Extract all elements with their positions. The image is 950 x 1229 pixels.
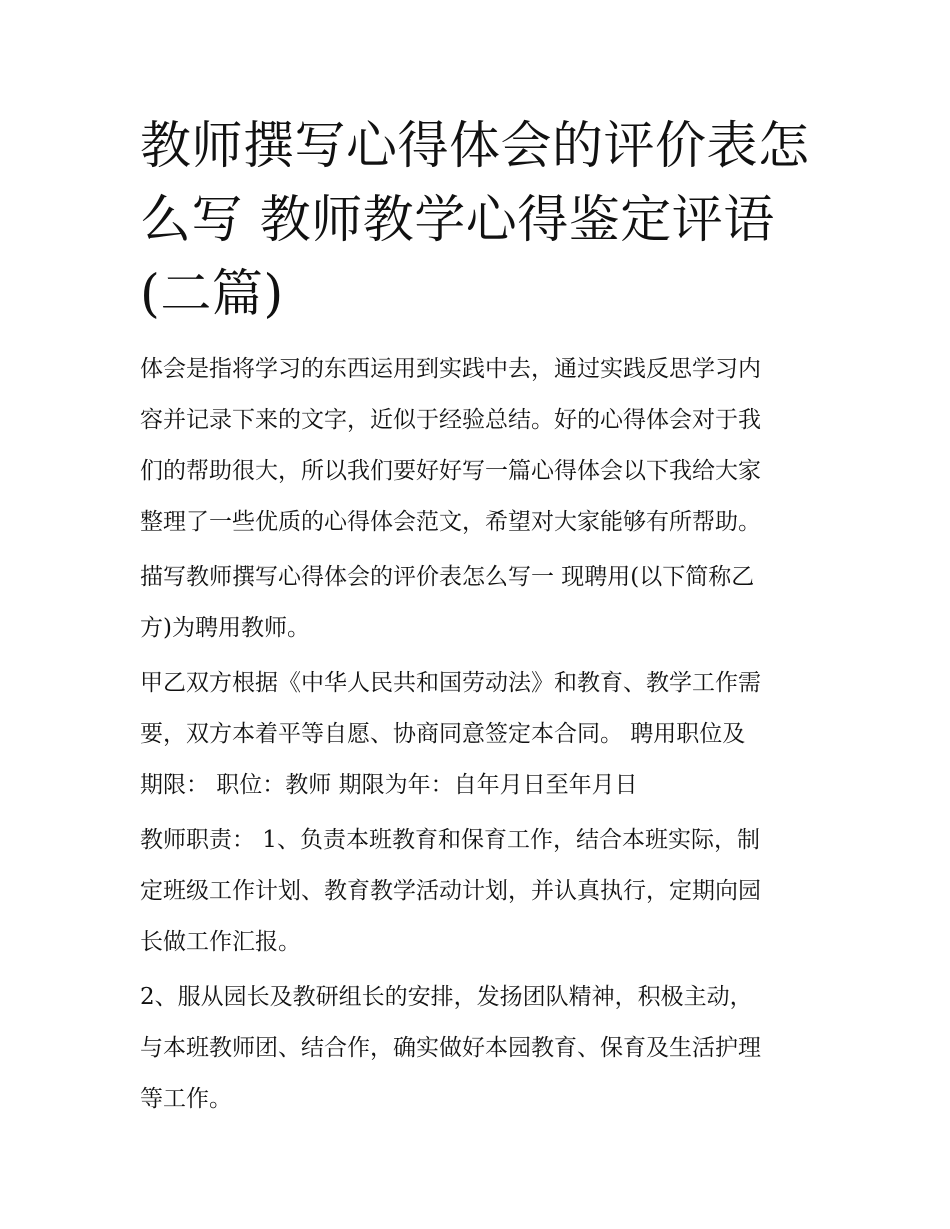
text-line: 要，双方本着平等自愿、协商同意签定本合同。 聘用职位及 (140, 721, 746, 747)
text-line: 甲乙双方根据《中华人民共和国劳动法》和教育、教学工作需 (140, 670, 761, 696)
document-title (140, 110, 812, 332)
text-line: 与本班教师团、结合作，确实做好本园教育、保育及生活护理 (140, 1035, 761, 1061)
text-line: 们的帮助很大，所以我们要好好写一篇心得体会以下我给大家 (140, 458, 761, 484)
text-line: 教师职责： 1、负责本班教育和保育工作，结合本班实际，制 (140, 827, 760, 853)
document-page (140, 110, 812, 1129)
text-line: 描写教师撰写心得体会的评价表怎么写一 现聘用(以下简称乙 (140, 564, 755, 590)
text-line: 整理了一些优质的心得体会范文，希望对大家能够有所帮助。 (140, 509, 761, 535)
title-line: 教师撰写心得体会的评价表怎 (140, 117, 810, 176)
paragraph-agreement (140, 658, 812, 811)
text-line: 长做工作汇报。 (140, 929, 301, 955)
text-line: 方)为聘用教师。 (140, 615, 310, 641)
text-line: 定班级工作计划、教育教学活动计划，并认真执行，定期向园 (140, 878, 761, 904)
paragraph-duties-2 (140, 972, 812, 1125)
text-line: 等工作。 (140, 1086, 232, 1112)
title-line: (二篇) (140, 265, 284, 324)
text-line: 期限： 职位：教师 期限为年：自年月日至年月日 (140, 772, 638, 798)
paragraph-intro (140, 344, 812, 548)
paragraph-hiring (140, 552, 812, 654)
paragraph-duties-1 (140, 815, 812, 968)
title-line: 么写 教师教学心得鉴定评语 (140, 191, 775, 250)
text-line: 容并记录下来的文字，近似于经验总结。好的心得体会对于我 (140, 407, 761, 433)
document-body (140, 344, 812, 1125)
text-line: 2、服从园长及教研组长的安排，发扬团队精神，积极主动， (140, 984, 753, 1010)
text-line: 体会是指将学习的东西运用到实践中去，通过实践反思学习内 (140, 356, 761, 382)
